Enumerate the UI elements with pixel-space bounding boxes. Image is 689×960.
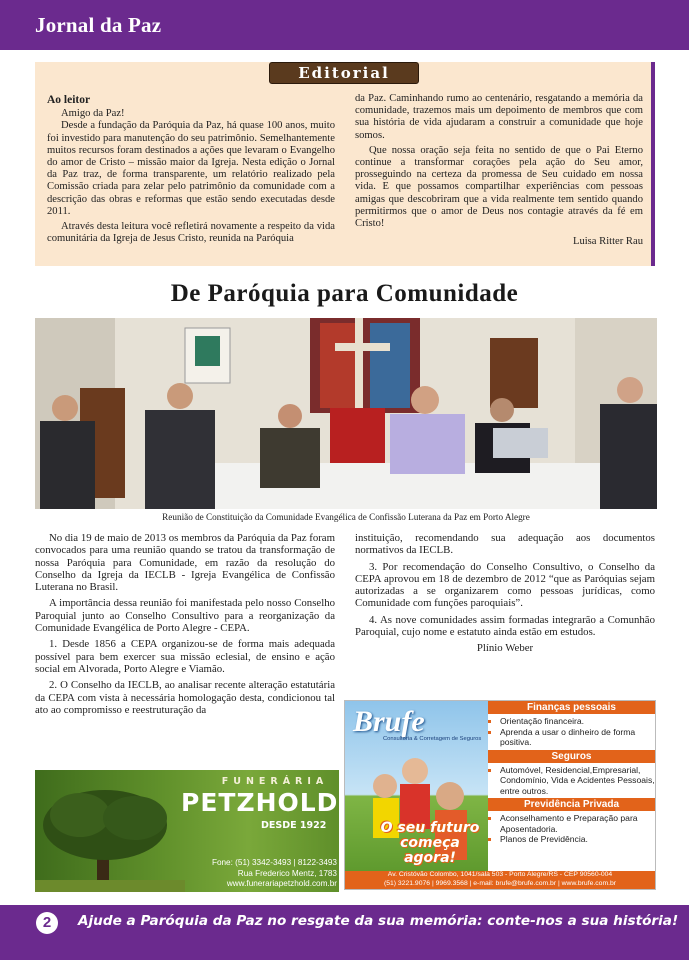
list-item — [500, 716, 655, 727]
article-headline: De Paróquia para Comunidade — [170, 280, 519, 307]
brufe-contact-bar — [345, 871, 655, 889]
article-paragraph: 1. Desde 1856 a CEPA organizou-se de forma mais adequada possível para bem exercer sua missão eclesial, de ensino e ação social em Alvorada, Porto Alegre e Viamão. — [35, 638, 335, 675]
editorial-paragraph: Desde a fundação da Paróquia da Paz, há quase 100 anos, muito foi investido para manutenção do seu patrimônio. Semelhantemente muitos recursos foram destinados a ações que levaram o Evangelho do amor de Cristo – missão maior da Igreja. Nesta edição o Jornal da Paz traz, de forma transparente, um relatório realizado pela Comissão criada para zelar pelo patrimônio da comunidade com a descrição das obras e reformas que estão sendo executadas desde 2011. — [47, 120, 335, 217]
funeraria-name: PETZHOLD — [181, 788, 339, 817]
brufe-list — [488, 765, 655, 797]
article-paragraph: 3. Por recomendação do Conselho Consultivo, o Conselho da CEPA aprovou em 18 de dezembro de 2012 “que as Paróquias sejam autorizadas a se organizarem como pessoas jurídicas, como Comunidade com funções paroquiais”. — [355, 560, 655, 610]
brufe-brand: Brufe — [353, 705, 425, 738]
list-item-text: Automóvel, Residencial,Empresarial, Condomínio, Vida e Acidentes Pessoais, entre outros. — [500, 764, 655, 796]
list-item-text: Planos de Previdência. — [500, 834, 588, 844]
editorial-left-column — [47, 94, 335, 245]
footer-text: Ajude a Paróquia da Paz no resgate da sua memória: conte-nos a sua história! — [78, 913, 679, 929]
funeraria-address: Rua Frederico Mentz, 1783 — [237, 869, 337, 878]
brufe-ad — [344, 700, 656, 890]
editorial-paragraph: Através desta leitura você refletirá novamente a respeito da vida comunitária da Igreja de Jesus Cristo, reunida na Paróquia — [47, 221, 335, 245]
brufe-contact: (51) 3221.9076 | 9969.3568 | e-mail: brufe@brufe.com.br | www.brufe.com.br — [383, 879, 617, 887]
brufe-slogan — [375, 821, 485, 866]
tree-icon — [35, 770, 185, 892]
header-bar — [0, 0, 689, 50]
article-paragraph: No dia 19 de maio de 2013 os membros da Paróquia da Paz foram convocados para uma reunião quando se tratou da transformação de nossa Paróquia para Comunidade, em razão da resolução do Conselho da Igreja da IECLB - Igreja Evangélica de Confissão Luterana no Brasil. — [35, 532, 335, 594]
meeting-photo — [35, 318, 657, 509]
list-item — [500, 813, 655, 834]
page-number: 2 — [36, 912, 58, 934]
brufe-section-title: Finanças pessoais — [488, 701, 655, 714]
article-paragraph: A importância dessa reunião foi manifestada pelo nosso Conselho Paroquial junto ao Conselho Consultivo para a reorganização da Comunidade Evangélica de Porto Alegre - CEPA. — [35, 597, 335, 635]
editorial-signature: Luisa Ritter Rau — [572, 236, 643, 248]
brufe-list — [488, 813, 655, 845]
brufe-slogan-line2: começa agora! — [400, 835, 460, 866]
editorial-heading: Ao leitor — [47, 94, 91, 106]
brufe-address: Av. Cristóvão Colombo, 1041/sala 503 - Porto Alegre/RS - CEP 90560-004 — [387, 871, 613, 878]
editorial-paragraph: da Paz. Caminhando rumo ao centenário, resgatando a memória da comunidade, trazemos mais um depoimento de membros que com sua história de vida ajudaram a construir a comunidade que hoje somos. — [355, 93, 643, 141]
funeraria-phone: Fone: (51) 3342-3493 | 8122-3493 — [211, 858, 337, 867]
list-item — [500, 834, 655, 845]
article-paragraph: 2. O Conselho da IECLB, ao analisar recente alteração estatutária da CEPA com vista à necessária homologação desta, condicionou tal ato ao compromisso e reestruturação da — [35, 679, 335, 716]
article-left-column — [35, 532, 335, 720]
funeraria-ad — [35, 770, 339, 892]
editorial-badge: Editorial — [269, 62, 419, 84]
list-item — [500, 727, 655, 748]
list-item — [500, 765, 655, 797]
article-signature: Plínio Weber — [476, 642, 534, 655]
list-item-text: Aprenda a usar o dinheiro de forma positiva. — [500, 726, 636, 747]
photo-caption: Reunião de Constituição da Comunidade Evangélica de Confissão Luterana da Paz em Porto Alegre — [162, 512, 530, 522]
brufe-section-title: Previdência Privada — [488, 798, 655, 811]
brufe-logo — [353, 705, 483, 742]
meeting-photo-illustration — [35, 318, 657, 509]
list-item-text: Orientação financeira. — [500, 716, 585, 726]
funeraria-since: DESDE 1922 — [261, 820, 327, 831]
editorial-paragraph: Que nossa oração seja feita no sentido de que o Pai Eterno continue a transformar corações pela ação do Seu amor, prosseguindo na certeza da promessa de Seu cuidado em nossa vida. E que possamos compartilhar experiências com pessoas amigas que descobriram que a vida realmente tem sentido quando permitirmos que o amor de Deus nos contagie através da fé em Cristo! — [355, 144, 643, 230]
article-paragraph: 4. As nove comunidades assim formadas integrarão a Comunhão Paroquial, cujo nome e estatuto ainda estão em estudos. — [355, 613, 655, 639]
brufe-subtitle: Consultoria & Corretagem de Seguros — [383, 736, 482, 742]
brufe-section-title: Seguros — [488, 750, 655, 763]
brufe-list — [488, 716, 655, 748]
publication-title: Jornal da Paz — [35, 13, 162, 37]
brufe-slogan-line1: O seu futuro — [380, 820, 480, 836]
editorial-right-column — [355, 93, 643, 248]
article-right-column — [355, 532, 655, 659]
editorial-greeting: Amigo da Paz! — [61, 108, 125, 120]
article-paragraph: instituição, recomendando sua adequação aos documentos normativos da IECLB. — [355, 532, 655, 557]
list-item-text: Aconselhamento e Preparação para Aposentadoria. — [500, 813, 638, 834]
funeraria-top: FUNERÁRIA — [221, 776, 329, 787]
brufe-services — [488, 701, 655, 871]
funeraria-url: www.funerariapetzhold.com.br — [226, 879, 337, 888]
